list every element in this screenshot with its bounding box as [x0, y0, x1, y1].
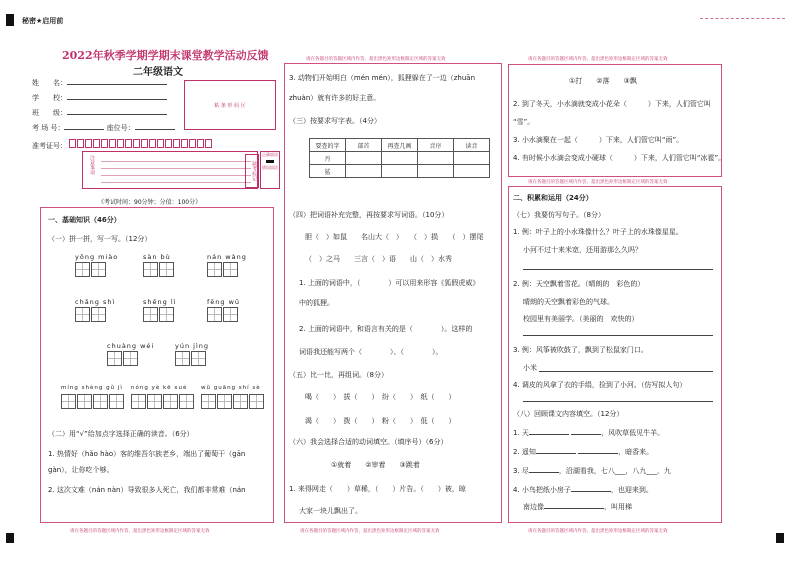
boundary-notice: 请在各题目的答题区域内作答，超出黑色矩形边框限定区域的答案无效: [528, 57, 668, 62]
corner-mark: [6, 533, 14, 543]
q7-title: （七）我要仿写句子。（8分）: [513, 211, 605, 219]
q8-title: （八）回顾课文内容填空。（12分）: [513, 410, 624, 418]
writing-grid[interactable]: [131, 394, 195, 411]
absent-mark[interactable]: 缺考标记: [245, 154, 259, 188]
writing-grid[interactable]: [143, 307, 175, 324]
q5-title: （五）比一比，再组词。（8分）: [289, 371, 388, 379]
boundary-notice: 请在各题目的答题区域内作答，超出黑色矩形边框限定区域的答案无效: [306, 57, 446, 62]
boundary-notice: 请在各题目的答题区域内作答，超出黑色矩形边框限定区域的答案无效: [528, 180, 668, 185]
secret-label: 秘密★启用前: [22, 17, 64, 25]
answer-line[interactable]: [523, 335, 713, 336]
field-room[interactable]: 考 场 号： 座位号：: [32, 123, 182, 138]
field-school[interactable]: 学 校：: [32, 93, 182, 108]
field-name[interactable]: 姓 名：: [32, 78, 182, 93]
writing-grid[interactable]: [61, 394, 125, 411]
exam-title: 2022年秋季学期学期末课堂教学活动反馈: [62, 49, 269, 62]
answer-line[interactable]: [539, 371, 713, 372]
time-score: 《考试时间：90分钟；分值：100分》: [98, 199, 202, 206]
writing-grid[interactable]: [75, 262, 107, 279]
corner-mark: [776, 533, 784, 543]
student-info: [32, 78, 182, 138]
writing-grid[interactable]: [143, 262, 175, 279]
boundary-notice: 请在各题目的答题区域内作答，超出黑色矩形边框限定区域的答案无效: [300, 529, 440, 534]
writing-grid[interactable]: [75, 307, 107, 324]
q6-title: （六）我会选择合适的动词填空。（填序号）（6分）: [289, 438, 448, 446]
writing-grid[interactable]: [201, 394, 265, 411]
q1-title: （一）拼一拼，写一写。（12分）: [48, 235, 152, 243]
answer-area-col3-bottom: 二、积累和运用（24分） （七）我要仿写句子。（8分） 1. 例：叶子上的小水珠像什么？叶子上的水珠像星星。 小河不过十来米宽，还用游那么久吗？ 2. 例：天空飘着雪花。（晴朗的 彩色的） 晴朗的天空飘着彩色的气球。 校园里有美丽学。（美丽的 欢快的） 3. 例：风筝被吹鼓了，飘到了松鼠家门口。 小米 4. 调皮的风拿了衣的手绢，捡到了小河。（仿写拟人句） （八）回顾课文内容填空。（12分） 1. 天 ，风吹草低见牛羊。 2. 遥知 ，暗香来。 3. 尽 ，沿湖看我，七八___，八九___，九 4. 小鸟把纸小房子 ，也迎来到。 南边像 ，叫用梯: [508, 186, 722, 523]
top-dashed-line: [700, 18, 785, 19]
section1-title: 一、基础知识（46分）: [48, 216, 121, 224]
subject-title: 二年级语文: [133, 67, 183, 78]
writing-grid[interactable]: [107, 351, 139, 368]
fill-sample-box: 正确填涂 错误填涂: [260, 151, 280, 189]
writing-grid[interactable]: [207, 262, 239, 279]
boundary-notice: 请在各题目的答题区域内作答，超出黑色矩形边框限定区域的答案无效: [70, 529, 210, 534]
field-exam-number[interactable]: 准考证号：: [32, 139, 213, 151]
answer-area-col2: 3. 动物们开始明白（mén mén），狐狸躲在了一边（zhuān zhuàn）就有许多的好主意。 （三）按要求写字表。（4分） 要查的字 部首 再查几画 音序 读音 丹 鲨 （四）把词语补充完整，再按要求写词语。（10分） 胆（ ）如鼠 名山大（ ） （ ）损 （ ）摆尾 （ ）之马 三言（ ）语 山（ ）水秀 1. 上面的词语中，（ ）可以用来形容《狐假虎威》 中的狐狸。 2. 上面的词语中，和语言有关的是（ ）。这样的 词语我还能写两个（ ）、（ ）。 （五）比一比，再组词。（8分） 喝（ ） 拔（ ） 纷（ ） 纸（ ） 渴（ ） 拨（ ） 粉（ ） 低（ ） （六）我会选择合适的动词填空。（填序号）（6分） ①就着 ②审着 ③跳着 1. 来得网走（ ）草稀，（ ）片告。（ ）被，晾 大家一块儿飘出了。: [284, 63, 502, 523]
barcode-area: 粘 条 形 码 区: [184, 80, 276, 130]
q2-title: （二）用“√”给加点字选择正确的读音。（6分）: [48, 430, 194, 438]
q4-title: （四）把词语补充完整，再按要求写词语。（10分）: [289, 211, 449, 219]
writing-grid[interactable]: [207, 307, 239, 324]
answer-area-col1: 一、基础知识（46分） （一）拼一拼，写一写。（12分） yōng miào sàn bù nán wàng chǎng shì shēng lì fēng wū chuàng wéi yún jìng míng shèng gǔ jì nóng yè kē xué wǔ guāng shí sè （二）用“√”给加点字选择正确的读音。（6分） 1. 热情好（hǎo hào）客的维吾尔族老乡，端出了葡萄干（gān gàn），让你吃个够。 2. 这次文难（nán nàn）导致很多人死亡，我们都非常难（nán: [40, 207, 274, 523]
boundary-notice: 请在各题目的答题区域内作答，超出黑色矩形边框限定区域的答案无效: [528, 529, 668, 534]
answer-area-col3-top: ①打 ②落 ③飘 2. 到了冬天，小水滴就变成小花朵（ ）下来，人们管它叫 “雪”。 3. 小水滴聚在一起（ ）下来，人们管它叫“雨”。 4. 有时候小水滴会变成小硬球（ ）下来，人们管它叫“冰雹”。: [508, 64, 722, 177]
field-class[interactable]: 班 级：: [32, 108, 182, 123]
q3-title: （三）按要求写字表。（4分）: [289, 117, 381, 125]
writing-grid[interactable]: [175, 351, 207, 368]
answer-line[interactable]: [523, 269, 713, 270]
answer-line[interactable]: [523, 401, 713, 402]
notice-box: 注意事项: [82, 151, 258, 189]
section2-title: 二、积累和运用（24分）: [513, 194, 593, 202]
corner-mark: [6, 14, 14, 26]
dictionary-table: 要查的字 部首 再查几画 音序 读音 丹 鲨: [309, 138, 490, 178]
